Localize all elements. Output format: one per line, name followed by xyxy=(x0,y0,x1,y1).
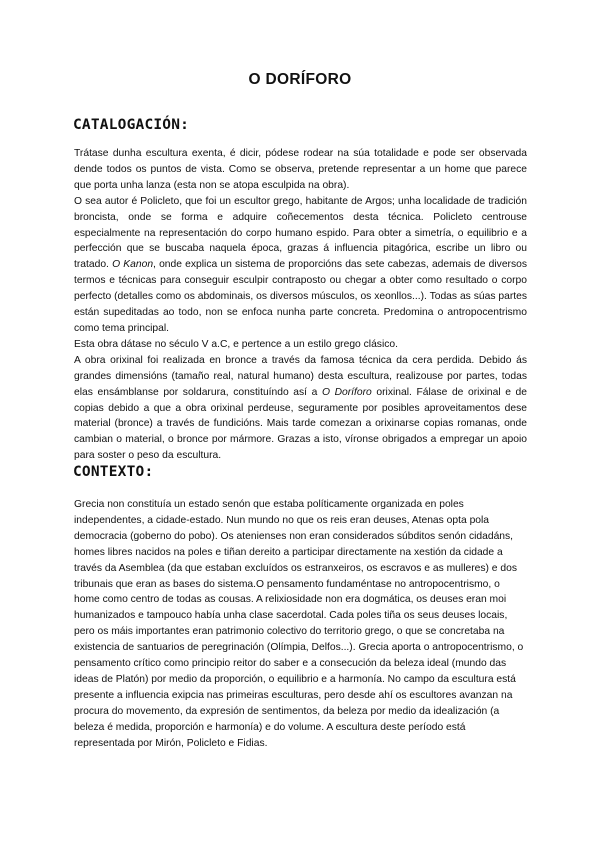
paragraph: O sea autor é Policleto, que foi un escultor grego, habitante de Argos; unha localidade de tradición broncista, onde se forma e adquire coñecementos desta técnica. Policleto centrouse especialmente na representación do corpo humano espido. Para obter a simetría, o equilibrio e a perfección que se buscaba naquela época, grazas á influencia pitagórica, escribe un libro ou tratado. O Kanon, onde explica un sistema de proporcións das sete cabezas, ademais de diversos termos e técnicas para conseguir esculpir contraposto ou chegar a obter como resultado o corpo perfecto (detalles como os abdominais, os diversos músculos, os xeonllos...). Todas as súas partes están supeditadas ao todo, non se enfoca nunha parte concreta. Predomina o antropocentrismo como tema principal. xyxy=(74,195,528,334)
section-heading-catalogacion: CATALOGACIÓN: xyxy=(73,117,190,133)
work-title-kanon: O Kanon xyxy=(112,259,154,271)
section-body-catalogacion xyxy=(74,146,527,464)
paragraph: Esta obra dátase no século V a.C, e pertence a un estilo grego clásico. xyxy=(74,338,398,350)
section-heading-contexto: CONTEXTO: xyxy=(73,464,154,480)
section-body-contexto xyxy=(74,497,527,752)
work-title-doriforo: O Doríforo xyxy=(321,386,372,398)
paragraph: Grecia non constituía un estado senón que estaba políticamente organizada en poles independentes, a cidade-estado. Nun mundo no que os reis eran deuses, Atenas opta pola democracia (goberno do pobo). Os atenienses non eran considerados súbditos senón cidadáns, homes libres nacidos na poles e tiñan dereito a participar directamente na xestión da cidade a través da Asemblea (da que estaban excluídos os estranxeiros, os escravos e as mulleres) e dos tribunais que eran as bases do sistema.O pensamento fundaméntase no antropocentrismo, o home como centro de todas as cousas. A relixiosidade non era dogmática, os deuses eran moi humanizados e tampouco había unha clase sacerdotal. Cada poles tiña os seus deuses locais, pero os máis importantes eran patrimonio colectivo do territorio grego, o que se concretaba na existencia de santuarios de peregrinación (Olímpia, Delfos...). Grecia aporta o antropocentrismo, o pensamento crítico como principio reitor do saber e a consecución da beleza ideal (mundo das ideas de Platón) por medio da proporción, o equilibrio e a harmonía. No campo da escultura está presente a influencia exipcia nas primeiras esculturas, pero desde ahí os escultores avanzan na procura do movemento, da expresión de sentimentos, da beleza por medio da idealización (a beleza é medida, proporción e harmonía) e do volume. A escultura deste período está representada por Mirón, Policleto e Fidias. xyxy=(74,499,524,749)
paragraph: A obra orixinal foi realizada en bronce a través da famosa técnica da cera perdida. Debido ás grandes dimensións (tamaño real, natural humano) desta escultura, realizouse por partes, todas elas ensámblanse por soldarura, constituíndo así a O Doríforo orixinal. Fálase de orixinal e de copias debido a que a obra orixinal perdeuse, seguramente por posibles aproveitamentos dese material (bronce) a través de fundicións. Mais tarde comezan a orixinarse copias romanas, onde cambian o material, o bronce por mármore. Grazas a isto, víronse obrigados a empregar un apoio para soster o peso da escultura. xyxy=(74,354,527,462)
paragraph: Trátase dunha escultura exenta, é dicir, pódese rodear na súa totalidade e pode ser observada dende todos os puntos de vista. Como se observa, pretende representar a un home que parece que porta unha lanza (esta non se atopa esculpida na obra). xyxy=(74,148,527,191)
page-title: O DORÍFORO xyxy=(248,71,352,88)
